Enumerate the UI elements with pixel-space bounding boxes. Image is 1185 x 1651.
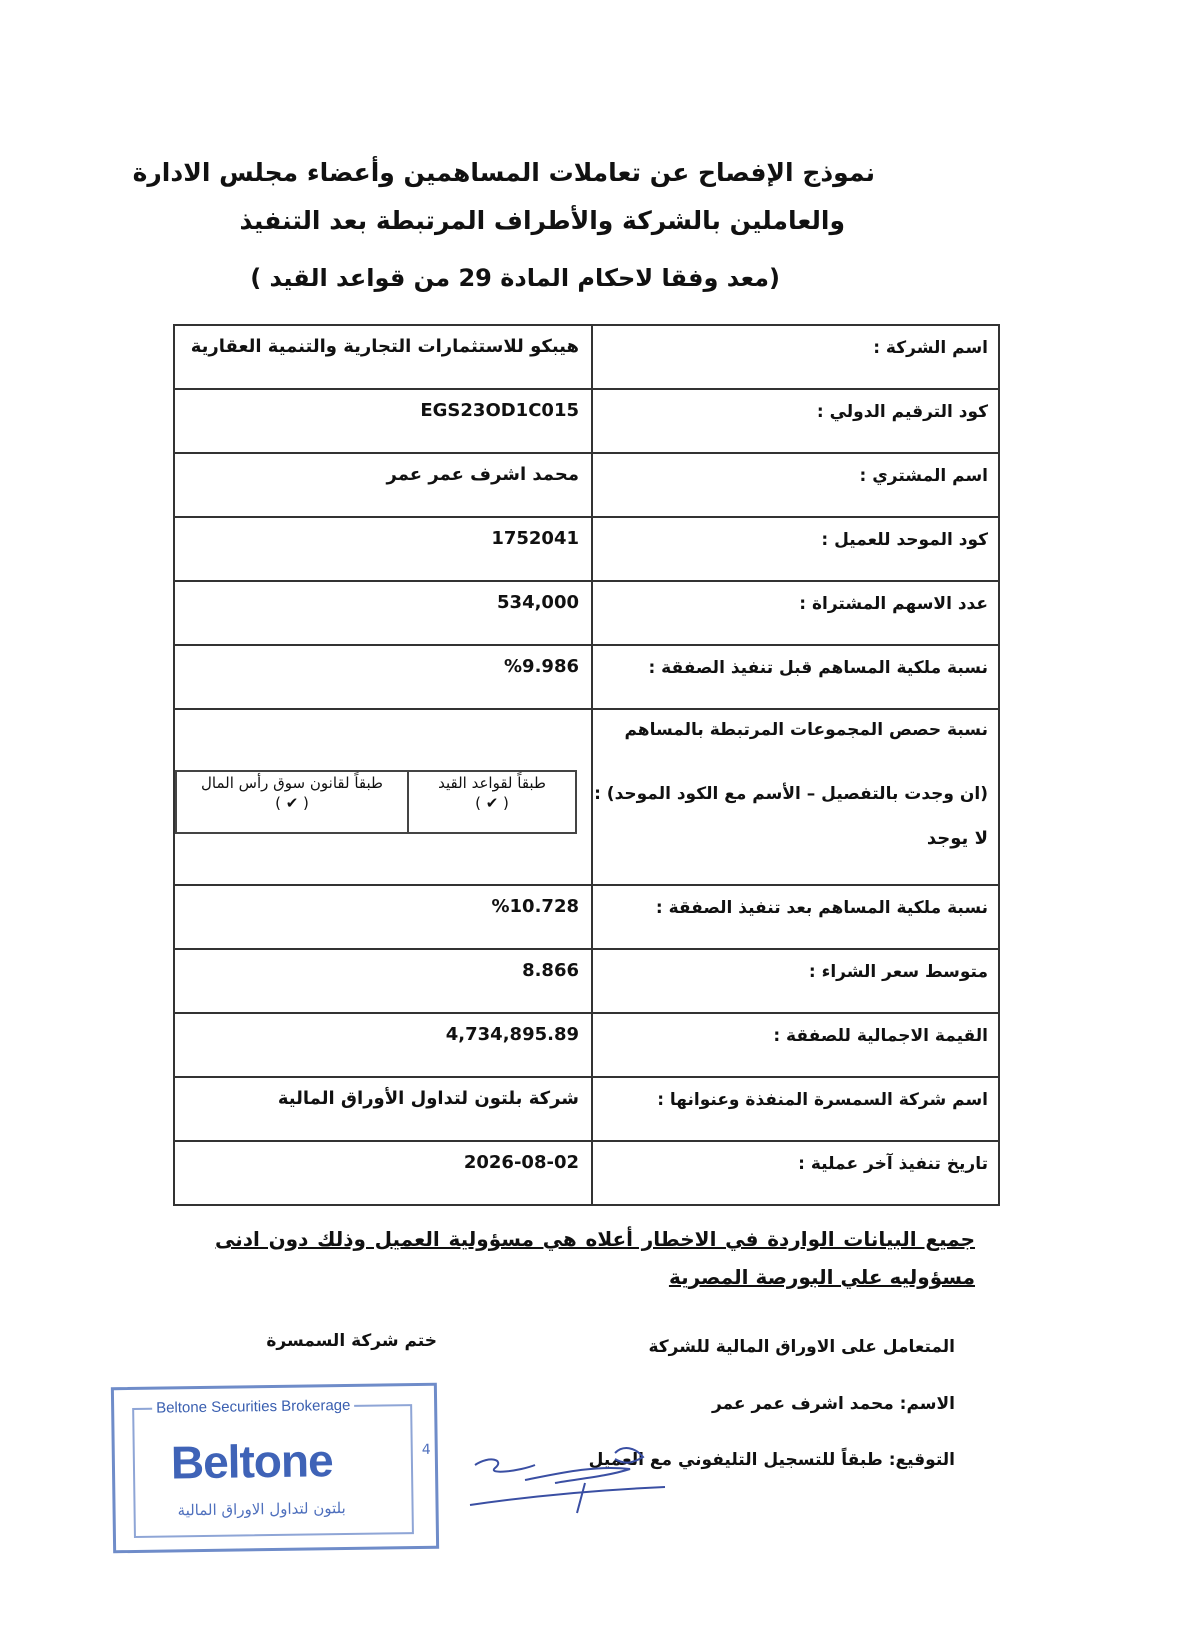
ownership-before-label: نسبة ملكية المساهم قبل تنفيذ الصفقة : — [592, 645, 999, 709]
row-isin — [174, 389, 999, 453]
listing-rules-cell — [408, 771, 576, 833]
row-client-code — [174, 517, 999, 581]
broker-label: اسم شركة السمسرة المنفذة وعنوانها : — [592, 1077, 999, 1141]
row-ownership-before — [174, 645, 999, 709]
last-date-value — [174, 1141, 592, 1205]
avg-price-value — [174, 949, 592, 1013]
related-groups-checkbox-table — [175, 770, 577, 834]
row-buyer — [174, 453, 999, 517]
form-title-line-1: نموذج الإفصاح عن تعاملات المساهمين وأعضاء مجلس الادارة — [132, 158, 875, 187]
capital-market-law-cell — [176, 771, 408, 833]
ownership-before-pct: %9.986 — [504, 656, 579, 677]
dealer-signature-line: التوقيع: طبقاً للتسجيل التليفوني مع العميل — [588, 1450, 955, 1470]
stamp-arabic-text: بلتون لتداول الاوراق المالية — [177, 1499, 346, 1520]
stamp-title: ختم شركة السمسرة — [266, 1331, 437, 1351]
row-ownership-after — [174, 885, 999, 949]
related-groups-value — [174, 709, 592, 885]
disclosure-table — [173, 324, 1000, 1206]
related-groups-label-line-1: نسبة حصص المجموعات المرتبطة بالمساهم — [624, 720, 988, 740]
shares-count: 534,000 — [497, 592, 579, 613]
related-groups-none: لا يوجد — [926, 828, 988, 849]
last-date: 2026-08-02 — [463, 1152, 579, 1173]
shares-label: عدد الاسهم المشتراة : — [592, 581, 999, 645]
stamp-top-text: Beltone Securities Brokerage — [152, 1397, 354, 1417]
avg-price: 8.866 — [522, 960, 579, 981]
capital-market-law-check: ( ✔ ) — [275, 794, 309, 812]
isin-label: كود الترقيم الدولي : — [592, 389, 999, 453]
row-total-value — [174, 1013, 999, 1077]
listing-rules-check: ( ✔ ) — [475, 794, 509, 812]
total-value: 4,734,895.89 — [445, 1024, 579, 1045]
stamp-number: 4 — [421, 1441, 431, 1458]
row-company — [174, 325, 999, 389]
company-value: هيبكو للاستثمارات التجارية والتنمية العقارية — [174, 325, 592, 389]
brokerage-stamp — [111, 1383, 439, 1554]
ownership-before-value — [174, 645, 592, 709]
company-label: اسم الشركة : — [592, 325, 999, 389]
related-groups-label-line-2: (ان وجدت بالتفصيل – الأسم مع الكود الموحد) : — [594, 784, 988, 804]
row-avg-price — [174, 949, 999, 1013]
avg-price-label: متوسط سعر الشراء : — [592, 949, 999, 1013]
client-code: 1752041 — [491, 528, 579, 549]
shares-value — [174, 581, 592, 645]
capital-market-law-label: طبقاً لقانون سوق رأس المال — [201, 774, 383, 792]
isin-code: EGS23OD1C015 — [420, 400, 579, 421]
buyer-label: اسم المشتري : — [592, 453, 999, 517]
client-code-label: كود الموحد للعميل : — [592, 517, 999, 581]
handwritten-signature — [465, 1435, 675, 1520]
total-value-label: القيمة الاجمالية للصفقة : — [592, 1013, 999, 1077]
form-subtitle: (معد وفقا لاحكام المادة 29 من قواعد القيد ) — [250, 264, 780, 292]
form-title-line-2: والعاملين بالشركة والأطراف المرتبطة بعد التنفيذ — [239, 206, 845, 235]
listing-rules-label: طبقاً لقواعد القيد — [438, 774, 546, 792]
ownership-after-pct: %10.728 — [491, 896, 579, 917]
isin-value — [174, 389, 592, 453]
last-date-label: تاريخ تنفيذ آخر عملية : — [592, 1141, 999, 1205]
row-shares — [174, 581, 999, 645]
related-groups-label — [592, 709, 999, 885]
dealer-title: المتعامل على الاوراق المالية للشركة — [648, 1337, 955, 1357]
row-broker — [174, 1077, 999, 1141]
dealer-name: الاسم: محمد اشرف عمر عمر — [711, 1394, 955, 1414]
ownership-after-label: نسبة ملكية المساهم بعد تنفيذ الصفقة : — [592, 885, 999, 949]
total-value-value — [174, 1013, 592, 1077]
ownership-after-value — [174, 885, 592, 949]
client-code-value — [174, 517, 592, 581]
buyer-value: محمد اشرف عمر عمر — [174, 453, 592, 517]
responsibility-notice: جميع البيانات الواردة في الاخطار أعلاه هي مسؤولية العميل وذلك دون ادنى مسؤوليه علي البورصة المصرية — [215, 1227, 975, 1289]
row-related-groups — [174, 709, 999, 885]
beltone-logo: Beltone — [170, 1434, 333, 1489]
row-last-date — [174, 1141, 999, 1205]
broker-value: شركة بلتون لتداول الأوراق المالية — [174, 1077, 592, 1141]
